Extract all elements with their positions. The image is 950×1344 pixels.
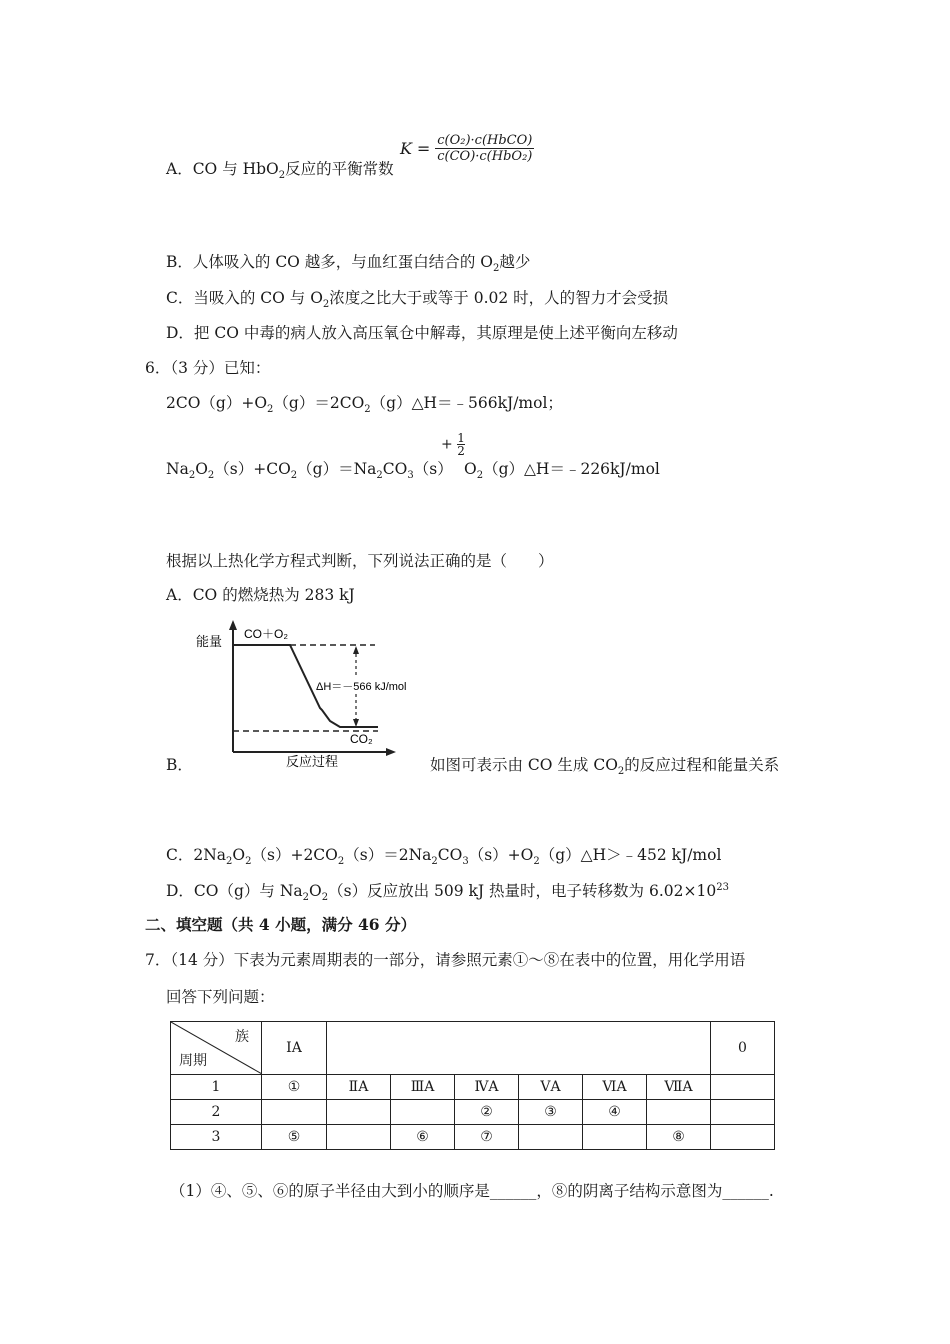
table-cell xyxy=(327,1100,391,1125)
q5-option-a: A．CO 与 HbO$_2$反应的平衡常数 xyxy=(166,160,394,182)
table-cell xyxy=(711,1100,775,1125)
table-cell: ⑧ xyxy=(647,1125,711,1150)
q6-prompt: 根据以上热化学方程式判断，下列说法正确的是（ ） xyxy=(166,552,554,570)
q6-equation-2: $Na_2O_2(s)+CO_2(g)=Na_2CO_3(s)$ xyxy=(166,460,453,482)
diagram-dh-label: ΔH＝－566 kJ/mol xyxy=(316,681,407,693)
header-zero: 0 xyxy=(711,1022,775,1075)
diagram-top-label: CO＋O₂ xyxy=(244,627,288,641)
corner-group-label: 族 xyxy=(235,1029,249,1045)
q5-option-c: C．当吸入的 CO 与 $O_2$浓度之比大于或等于 0.02 时，人的智力才会受损 xyxy=(166,289,669,311)
q7-line-1: 7．（14 分）下表为元素周期表的一部分，请参照元素①～⑧在表中的位置，用化学用语 xyxy=(145,951,746,969)
q6-option-a: A．CO 的燃烧热为 283 kJ xyxy=(166,586,355,604)
q6-equation-1: $2CO(g)+O_2(g)=2CO_2(g)\triangle H=﹣566kJ$/mol； xyxy=(166,394,563,416)
table-cell: ⅡA xyxy=(327,1075,391,1100)
formula-denominator: c(CO)·c(HbO₂) xyxy=(437,149,533,164)
table-cell xyxy=(327,1125,391,1150)
table-cell: 2 xyxy=(171,1100,262,1125)
q6-option-b-text: 如图可表示由 CO 生成 $CO_2$的反应过程和能量关系 xyxy=(430,756,780,778)
table-cell: 1 xyxy=(171,1075,262,1100)
q6-option-b-label: B． xyxy=(166,756,193,774)
table-cell: ⑤ xyxy=(262,1125,327,1150)
q6-equation-2-tail: $O_2(g)\triangle H=﹣226kJ$/mol xyxy=(464,460,660,482)
q6-option-d: D．CO（g）与 $Na_2O_2(s)$反应放出 509 kJ 热量时，电子转移数为 $6.02\times 10^{23}$ xyxy=(166,881,729,904)
q6-heading: 6．（3 分）已知： xyxy=(145,359,271,377)
table-corner-cell xyxy=(171,1022,262,1075)
table-cell: ⑥ xyxy=(391,1125,455,1150)
diagram-bottom-label: CO₂ xyxy=(350,732,373,746)
header-ia: ⅠA xyxy=(262,1022,327,1075)
table-cell: ⑦ xyxy=(455,1125,519,1150)
periodic-table xyxy=(170,1021,775,1150)
table-cell: ① xyxy=(262,1075,327,1100)
table-cell: 3 xyxy=(171,1125,262,1150)
table-cell: ⅣA xyxy=(455,1075,519,1100)
half-coefficient: + $\frac{1}{2}$ xyxy=(441,431,465,458)
table-cell xyxy=(647,1100,711,1125)
table-cell: ⅢA xyxy=(391,1075,455,1100)
table-cell: ④ xyxy=(583,1100,647,1125)
corner-period-label: 周期 xyxy=(179,1053,207,1069)
diagram-y-label: 能量 xyxy=(196,634,223,649)
formula-numerator: c(O₂)·c(HbCO) xyxy=(437,133,533,148)
diagram-x-label: 反应过程 xyxy=(286,754,339,769)
table-cell xyxy=(519,1125,583,1150)
energy-diagram xyxy=(190,618,440,770)
section-2-title: 二、填空题（共 4 小题，满分 46 分） xyxy=(145,915,416,934)
table-cell xyxy=(711,1125,775,1150)
table-cell: ② xyxy=(455,1100,519,1125)
q5-option-d: D．把 CO 中毒的病人放入高压氧仓中解毒，其原理是使上述平衡向左移动 xyxy=(166,324,678,342)
table-cell: ⅦA xyxy=(647,1075,711,1100)
table-cell: ③ xyxy=(519,1100,583,1125)
q7-line-2: 回答下列问题： xyxy=(166,988,275,1006)
table-cell xyxy=(391,1100,455,1125)
q6-option-c: C．$2Na_2O_2(s)+2CO_2(s)=2Na_2CO_3(s)+O_2(g)\triangle H>﹣452$ kJ/mol xyxy=(166,846,722,868)
table-cell: ⅥA xyxy=(583,1075,647,1100)
table-cell xyxy=(711,1075,775,1100)
table-cell: ⅤA xyxy=(519,1075,583,1100)
table-cell xyxy=(262,1100,327,1125)
table-cell xyxy=(583,1125,647,1150)
q7-sub-question-1: （1）④、⑤、⑥的原子半径由大到小的顺序是______，⑧的阴离子结构示意图为______. xyxy=(170,1182,774,1200)
equilibrium-constant-formula: K = $\frac{\text{c(O₂)·c(HbCO)}}{\text{c(CO)·c(HbO₂)}}$ xyxy=(400,133,533,164)
q5-option-b: B．人体吸入的 CO 越多，与血红蛋白结合的 $O_2$越少 xyxy=(166,253,531,275)
